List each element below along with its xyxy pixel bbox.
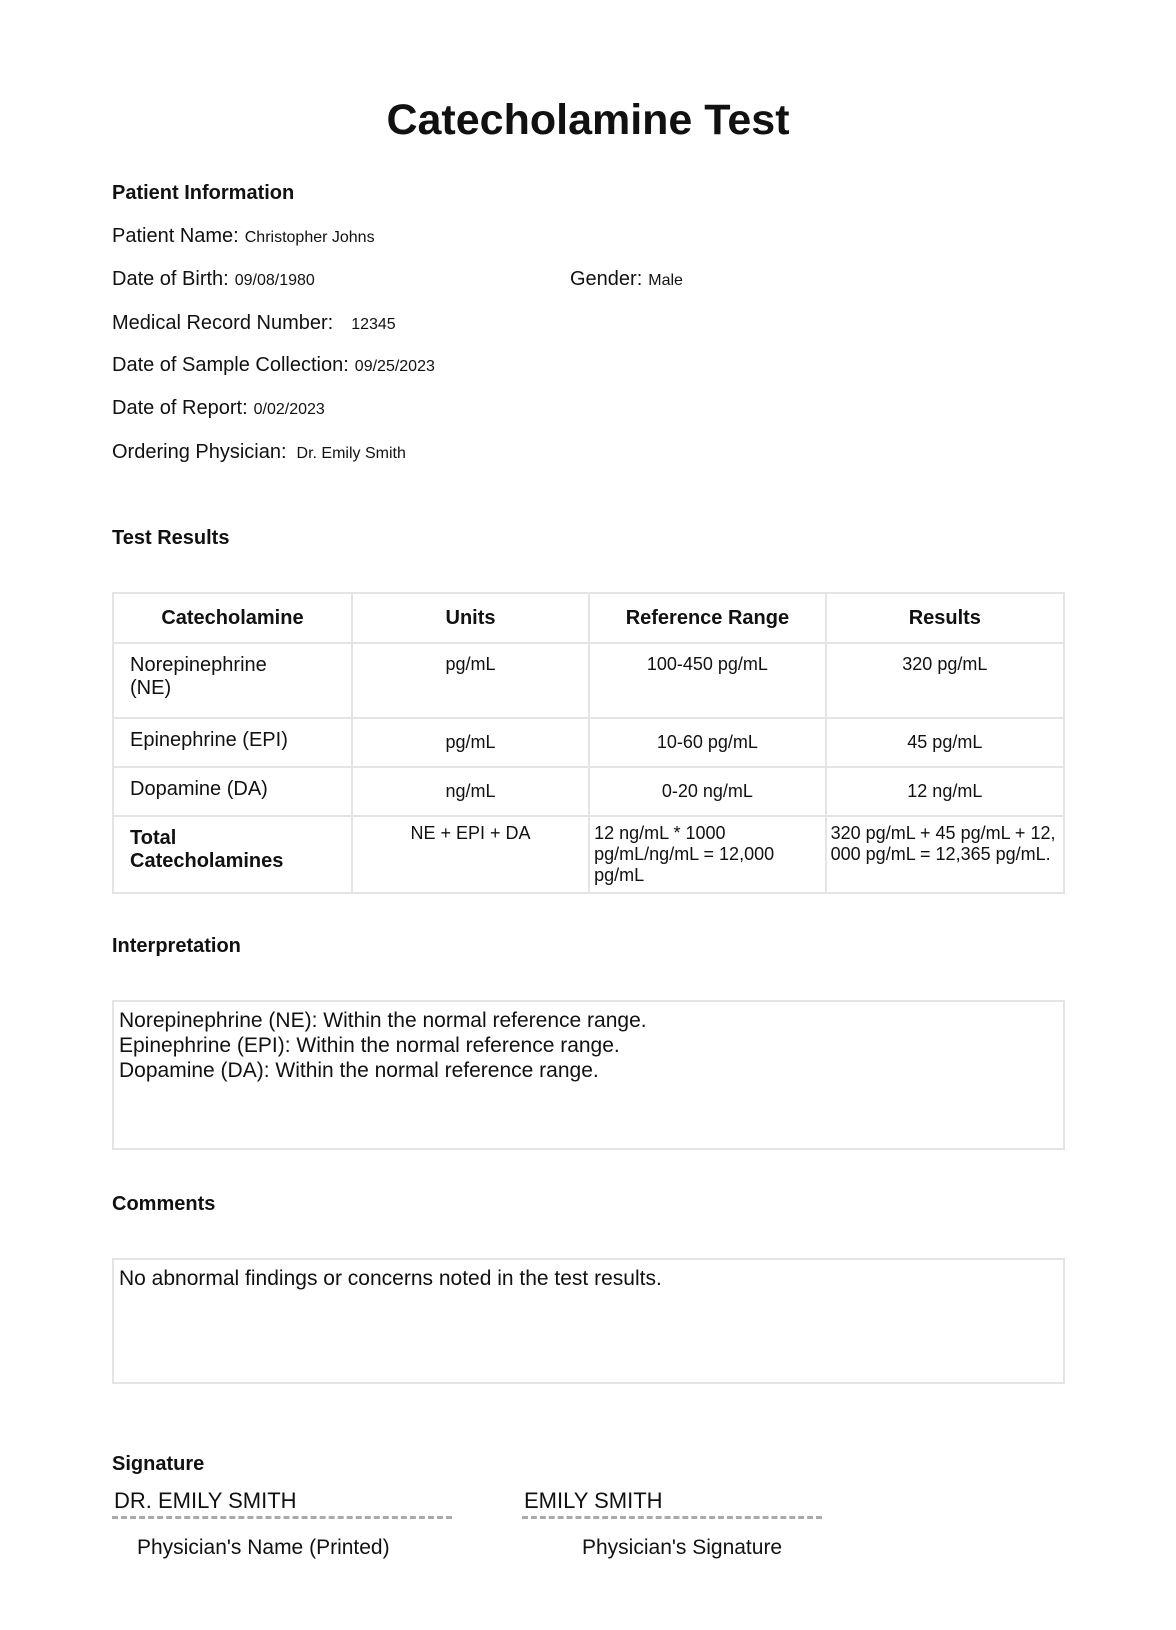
cell: 320 pg/mL + 45 pg/mL + 12, 000 pg/mL = 12,365 pg/mL. [826,816,1064,893]
label: Ordering Physician: [112,441,287,463]
report-date: 0/02/2023 [253,401,325,418]
results-table [112,592,1065,894]
cell: pg/mL [352,718,589,767]
cell: 12 ng/mL * 1000 pg/mL/ng/mL = 12,000 pg/mL [589,816,826,893]
physician-signature: EMILY SMITH [522,1488,822,1519]
printed-name: DR. EMILY SMITH [112,1488,452,1519]
signature-heading: Signature [112,1453,205,1475]
patient-name-row [112,225,375,248]
label: Patient Name: [112,225,239,247]
header-cell: Units [352,593,589,643]
cell: Total Catecholamines [113,816,352,893]
patient-name: Christopher Johns [244,229,375,246]
page-title: Catecholamine Test [386,96,790,144]
cell: 10-60 pg/mL [589,718,826,767]
interpretation-heading: Interpretation [112,935,241,957]
cell: NE + EPI + DA [352,816,589,893]
cell: 320 pg/mL [826,643,1064,718]
cell: ng/mL [352,767,589,816]
header-cell: Reference Range [589,593,826,643]
physician: Dr. Emily Smith [296,445,406,462]
label: Date of Report: [112,397,248,419]
cell: 45 pg/mL [826,718,1064,767]
collection-date: 09/25/2023 [354,358,435,375]
interpretation-line: Norepinephrine (NE): Within the normal reference range. [119,1009,647,1032]
interpretation-box [112,1000,1065,1150]
cell: Epinephrine (EPI) [113,718,352,767]
patient-info-heading: Patient Information [112,182,295,204]
table-row [113,767,1064,816]
report-row [112,397,325,420]
comment-text: No abnormal findings or concerns noted in the test results. [119,1267,662,1290]
cell: 100-450 pg/mL [589,643,826,718]
test-results-heading: Test Results [112,527,230,549]
cell: Dopamine (DA) [113,767,352,816]
table-row [113,718,1064,767]
label: Date of Birth: [112,268,229,290]
table-row-total [113,816,1064,893]
dob: 09/08/1980 [234,272,315,289]
dob-row [112,268,315,291]
comments-box [112,1258,1065,1384]
table-row [113,643,1064,718]
cell: 0-20 ng/mL [589,767,826,816]
mrn-row [112,312,396,335]
cell: Norepinephrine (NE) [113,643,352,718]
collection-row [112,354,435,377]
comments-heading: Comments [112,1193,216,1215]
interpretation-line: Dopamine (DA): Within the normal reference range. [119,1059,599,1082]
physician-row [112,441,406,464]
label: Medical Record Number: [112,312,334,334]
mrn: 12345 [351,316,396,333]
signature-label: Physician's Signature [582,1536,783,1559]
header-cell: Results [826,593,1064,643]
label: Gender: [570,268,643,290]
gender-row [570,268,683,291]
printed-name-label: Physician's Name (Printed) [137,1536,390,1559]
header-cell: Catecholamine [113,593,352,643]
label: Date of Sample Collection: [112,354,349,376]
table-header [113,593,1064,643]
cell: pg/mL [352,643,589,718]
gender: Male [648,272,683,289]
cell: 12 ng/mL [826,767,1064,816]
interpretation-line: Epinephrine (EPI): Within the normal reference range. [119,1034,620,1057]
